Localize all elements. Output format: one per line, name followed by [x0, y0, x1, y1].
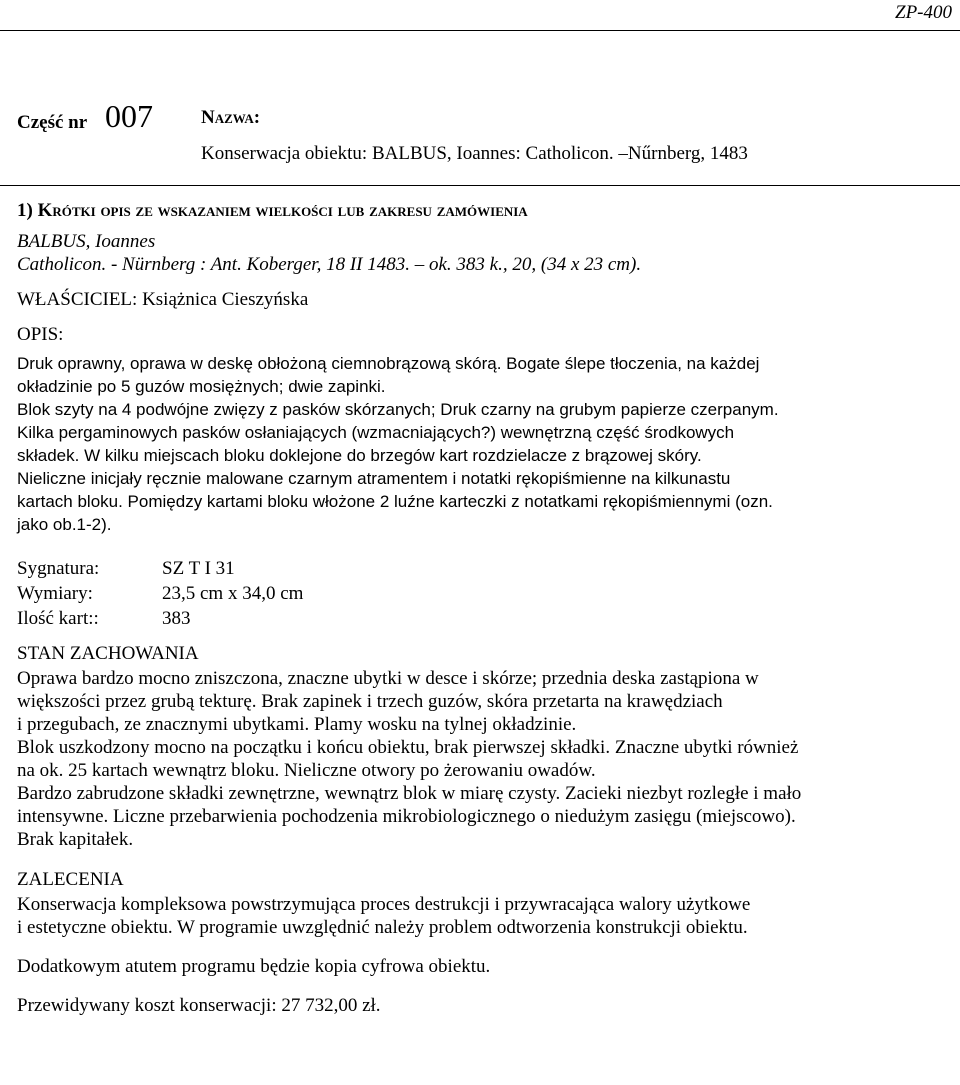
detail-row-pages — [17, 606, 947, 631]
owner: WŁAŚCICIEL: Książnica Cieszyńska — [17, 289, 309, 310]
opis-line: okładzinie po 5 guzów mosiężnych; dwie zapinki. — [17, 377, 386, 396]
detail-row-signature — [17, 556, 947, 581]
name-block — [201, 107, 941, 165]
extra-note: Dodatkowym atutem programu będzie kopia cyfrowa obiektu. — [17, 956, 491, 977]
name-value: Konserwacja obiektu: BALBUS, Ioannes: Catholicon. –Nűrnberg, 1483 — [201, 143, 748, 164]
section-1-content — [17, 198, 947, 1017]
stan-line: i przegubach, ze znacznymi ubytkami. Plamy wosku na tylnej okładzinie. — [17, 714, 577, 735]
opis-line: Druk oprawny, oprawa w deskę obłożoną ciemnobrązową skórą. Bogate ślepe tłoczenia, na każdej — [17, 354, 760, 373]
zalecenia-text — [17, 893, 947, 939]
opis-line: składek. W kilku miejscach bloku doklejone do brzegów kart rozdzielacze z brązowej skóry. — [17, 446, 702, 465]
detail-value: 23,5 cm x 34,0 cm — [162, 583, 304, 604]
opis-line: jako ob.1-2). — [17, 515, 112, 534]
detail-key: Ilość kart:: — [17, 608, 99, 629]
stan-line: Blok uszkodzony mocno na początku i końcu obiektu, brak pierwszej składki. Znaczne ubytki również — [17, 737, 799, 758]
author: BALBUS, Ioannes — [17, 231, 156, 252]
detail-row-dimensions — [17, 581, 947, 606]
stan-text — [17, 667, 947, 851]
zalecenia-title: ZALECENIA — [17, 869, 124, 890]
opis-line: Blok szyty na 4 podwójne zwięzy z pasków skórzanych; Druk czarny na grubym papierze czerpanym. — [17, 400, 779, 419]
opis-label: OPIS: — [17, 324, 64, 345]
detail-key: Wymiary: — [17, 583, 93, 604]
document-code: ZP-400 — [895, 2, 952, 23]
stan-line: na ok. 25 kartach wewnątrz bloku. Nieliczne otwory po żerowaniu owadów. — [17, 760, 596, 781]
stan-line: Oprawa bardzo mocno zniszczona, znaczne ubytki w desce i skórze; przednia deska zastąpiona w — [17, 668, 759, 689]
header-rule — [0, 30, 960, 31]
zalecenia-line: Konserwacja kompleksowa powstrzymująca proces destrukcji i przywracająca walory użytkowe — [17, 894, 751, 915]
detail-value: 383 — [162, 608, 191, 629]
stan-line: Bardzo zabrudzone składki zewnętrzne, wewnątrz blok w miarę czysty. Zacieki niezbyt rozległe i mało — [17, 783, 802, 804]
section-rule — [0, 185, 960, 186]
stan-line: większości przez grubą tekturę. Brak zapinek i trzech guzów, skóra przetarta na krawędziach — [17, 691, 723, 712]
opis-text — [17, 352, 947, 536]
stan-title: STAN ZACHOWANIA — [17, 643, 199, 664]
section-1-title: 1) Krótki opis ze wskazaniem wielkości lub zakresu zamówienia — [17, 200, 528, 221]
zalecenia-line: i estetyczne obiektu. W programie uwzględnić należy problem odtworzenia konstrukcji obiektu. — [17, 917, 748, 938]
opis-line: kartach bloku. Pomiędzy kartami bloku włożone 2 luźne karteczki z notatkami rękopiśmiennymi (ozn. — [17, 492, 773, 511]
cost: Przewidywany koszt konserwacji: 27 732,00 zł. — [17, 995, 381, 1016]
opis-line: Nieliczne inicjały ręcznie malowane czarnym atramentem i notatki rękopiśmienne na kilkunastu — [17, 469, 731, 488]
detail-value: SZ T I 31 — [162, 558, 235, 579]
opis-line: Kilka pergaminowych pasków osłaniających (wzmacniających?) wewnętrzną część środkowych — [17, 423, 735, 442]
part-number: 007 — [105, 98, 153, 134]
detail-key: Sygnatura: — [17, 558, 100, 579]
part-label: Część nr — [17, 112, 88, 133]
stan-line: intensywne. Liczne przebarwienia pochodzenia mikrobiologicznego o niedużym zasięgu (miejscowo). — [17, 806, 796, 827]
name-label: Nazwa: — [201, 107, 261, 128]
stan-line: Brak kapitałek. — [17, 829, 134, 850]
citation: Catholicon. - Nürnberg : Ant. Koberger, 18 II 1483. – ok. 383 k., 20, (34 x 23 cm). — [17, 254, 642, 275]
details — [17, 556, 947, 631]
